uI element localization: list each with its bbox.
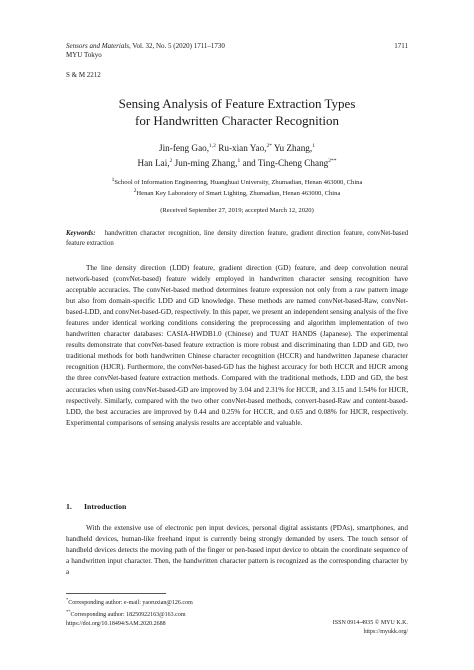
author-name: Han Lai, bbox=[137, 158, 170, 169]
received-dates: (Received September 27, 2019; accepted March 12, 2020) bbox=[160, 207, 314, 214]
footnotes bbox=[66, 596, 193, 628]
author-name: Yu Zhang, bbox=[271, 143, 313, 154]
author-sup: 2* bbox=[266, 143, 272, 149]
journal-citation bbox=[66, 42, 225, 51]
author-line-2 bbox=[0, 155, 474, 170]
affiliation-2 bbox=[0, 187, 474, 198]
title-line-1: Sensing Analysis of Feature Extraction Types bbox=[118, 96, 356, 111]
issn-block bbox=[333, 619, 408, 637]
publisher: MYU Tokyo bbox=[66, 51, 102, 59]
publisher-url[interactable]: https://myukk.org/ bbox=[363, 628, 408, 635]
author-name: Ru-xian Yao, bbox=[215, 143, 267, 154]
article-code: S & M 2212 bbox=[66, 71, 101, 79]
affiliation-text: School of Information Engineering, Huanghuai University, Zhumadian, Henan 463000, China bbox=[114, 179, 363, 187]
section-number: 1. bbox=[66, 502, 72, 511]
footnote-mark: * bbox=[66, 597, 69, 602]
author-sup: 2** bbox=[328, 158, 337, 165]
section-title: Introduction bbox=[84, 502, 127, 511]
title-line-2: for Handwritten Character Recognition bbox=[135, 113, 339, 128]
affiliation-text: Henan Key Laboratory of Smart Lighting, Zhumadian, Henan 463000, China bbox=[136, 190, 341, 198]
introduction-paragraph: With the extensive use of electronic pen input devices, personal digital assistants (PDAs), smartphones, and handheld devices, human-like freehand input is currently being strongly demanded by users. The touch sensor of handheld devices detects the moving path of the finger or pen-based input device to obtain the coordinate sequence of a handwritten input character. Then, the handwritten character pattern is recognized as the corresponding character by a bbox=[66, 524, 408, 577]
doi-link[interactable]: https://doi.org/10.18494/SAM.2020.2688 bbox=[66, 620, 166, 627]
section-heading bbox=[66, 502, 126, 511]
affiliations bbox=[0, 176, 474, 198]
page-number: 1711 bbox=[394, 42, 408, 50]
keywords-text: handwritten character recognition, line density direction feature, gradient direction feature, convNet-based feature extraction bbox=[66, 230, 408, 247]
keywords bbox=[66, 229, 408, 249]
author-name: Jun-ming Zhang, bbox=[172, 158, 238, 169]
author-name: and Ting-Cheng Chang bbox=[240, 158, 329, 169]
footnote-email-1: Corresponding author: e-mail: yaoruxian@126.com bbox=[68, 600, 193, 606]
author-list bbox=[0, 140, 474, 170]
journal-ref: , Vol. 32, No. 5 (2020) 1711–1730 bbox=[129, 42, 225, 50]
paper-title bbox=[0, 95, 474, 129]
author-sup: 2 bbox=[169, 158, 173, 165]
abstract: The line density direction (LDD) feature, gradient direction (GD) feature, and deep convolution neural network-based (convNet-based) feature widely employed in handwritten character sensing recognition have acceptable accuracies. The convNet-based method determines feature expression not only from a raw pattern image but also from domain-specific LDD and GD knowledge. These methods are named convNet-based-Raw, convNet-based-LDD, and convNet-based-GD, respectively. In this paper, we present an independent sensing analysis of the five features under identical working conditions considering the preprocessing and algorithm implementation of two handwritten character databases: CASIA-HWDB1.0 (Chinese) and TUAT HANDS (Japanese). The experimental results demonstrate that convNet-based feature extraction is more robust and discriminating than LDD and GD, two traditional methods for both handwritten Chinese character recognition (HCCR) and handwritten Japanese character recognition (HJCR). Furthermore, the convNet-based-GD has the highest accuracy for both HCCR and HJCR among the three convNet-based feature extraction methods. Compared with the traditional methods, LDD and GD, the best accuracies when using convNet-based-GD are improved by 3.04 and 2.31% for HCCR, and 3.15 and 1.54% for HJCR, respectively. Similarly, compared with the two other convNet-based methods, convert-based-Raw and content-based-LDD, the best accuracies are improved by 0.44 and 0.25% for HCCR, and 0.65 and 0.08% for HJCR, respectively. Experimental comparisons of sensing analysis results are acceptable and valuable. bbox=[66, 264, 408, 427]
journal-name: Sensors and Materials bbox=[66, 42, 129, 50]
footnote-1 bbox=[66, 596, 193, 608]
author-name: Jin-feng Gao, bbox=[159, 143, 210, 154]
author-sup: 1 bbox=[312, 143, 315, 149]
author-line-1 bbox=[0, 140, 474, 155]
author-sup: 1 bbox=[237, 158, 241, 165]
journal-header bbox=[66, 42, 225, 60]
footnote-2 bbox=[66, 608, 193, 620]
issn-text: ISSN 0914-4935 © MYU K.K. bbox=[332, 620, 408, 626]
author-sup: 1,2 bbox=[209, 143, 216, 149]
keywords-label: Keywords: bbox=[66, 230, 96, 237]
footnote-divider bbox=[66, 593, 166, 594]
affiliation-1 bbox=[0, 176, 474, 187]
footnote-email-2: Corresponding author: 18250922163@163.com bbox=[70, 611, 186, 618]
affiliation-sup: 1 bbox=[111, 177, 115, 183]
affiliation-sup: 2 bbox=[133, 188, 137, 195]
footnote-mark: ** bbox=[66, 608, 71, 614]
